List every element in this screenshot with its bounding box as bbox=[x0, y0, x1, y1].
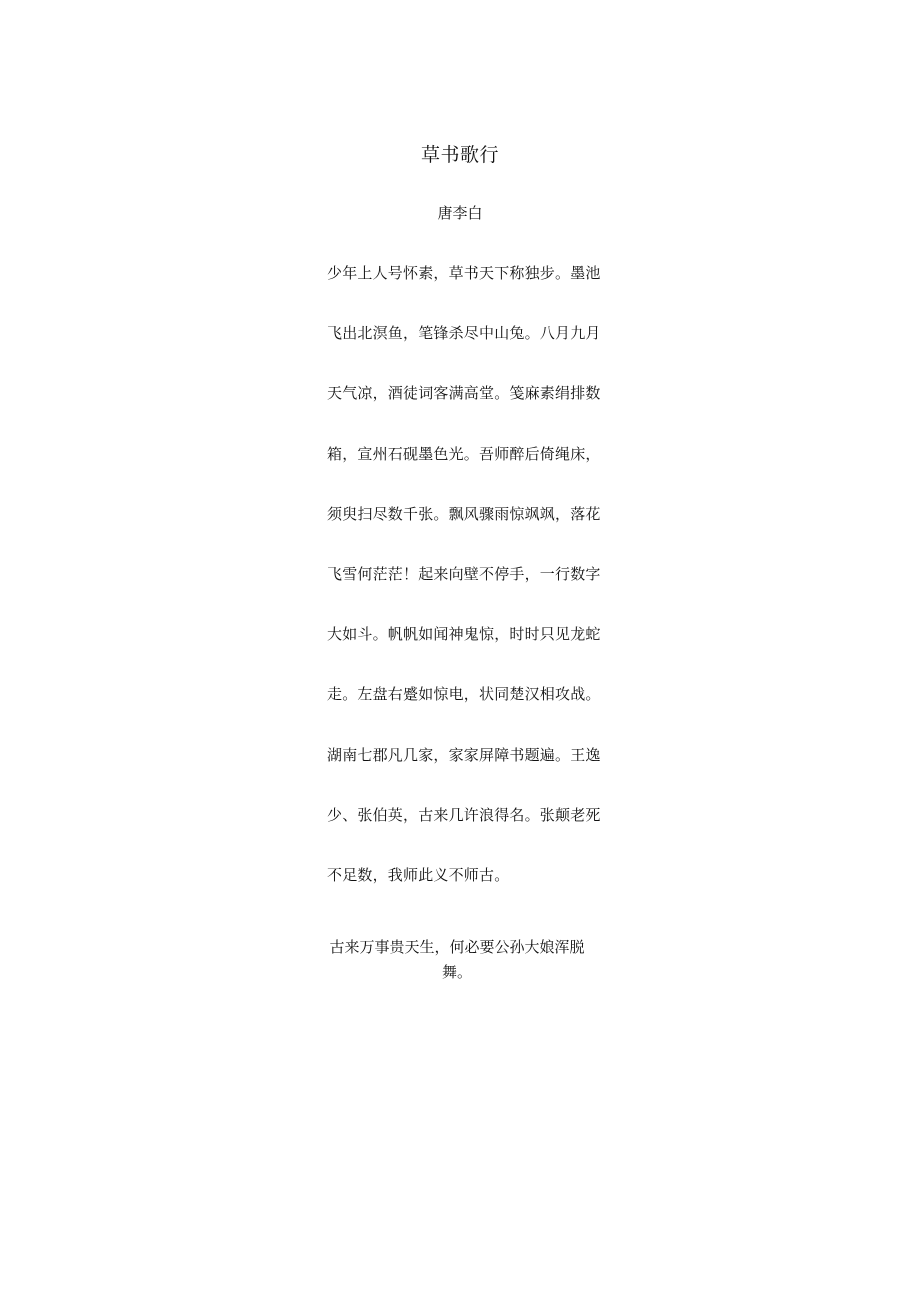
poem-body bbox=[327, 262, 607, 924]
closing-line: 古来万事贵天生，何必要公孙大娘浑脱 bbox=[329, 938, 585, 956]
poem-closing bbox=[327, 935, 587, 985]
poem-line: 少年上人号怀素，草书天下称独步。墨池 bbox=[327, 264, 601, 282]
poem-line: 少、张伯英，古来几许浪得名。张颠老死 bbox=[327, 805, 601, 824]
closing-line: 舞。 bbox=[441, 963, 472, 981]
poem-title: 草书歌行 bbox=[420, 144, 499, 166]
poem-line: 飞出北溟鱼，笔锋杀尽中山兔。八月九月 bbox=[327, 324, 601, 343]
poem-line: 箱，宣州石砚墨色光。吾师醉后倚绳床， bbox=[327, 444, 601, 463]
poem-author: 唐李白 bbox=[437, 204, 483, 222]
poem-line: 不足数，我师此义不师古。 bbox=[327, 865, 510, 884]
poem-line: 天气凉，酒徒词客满高堂。笺麻素绢排数 bbox=[327, 384, 601, 403]
poem-line: 须臾扫尽数千张。飘风骤雨惊飒飒，落花 bbox=[327, 504, 601, 523]
poem-line: 大如斗。帆帆如闻神鬼惊，时时只见龙蛇 bbox=[327, 625, 601, 644]
poem-line: 飞雪何茫茫！起来向壁不停手，一行数字 bbox=[327, 564, 601, 583]
poem-line: 湖南七郡凡几家，家家屏障书题遍。王逸 bbox=[327, 745, 601, 764]
poem-line: 走。左盘右蹙如惊电，状同楚汉相攻战。 bbox=[327, 685, 601, 704]
